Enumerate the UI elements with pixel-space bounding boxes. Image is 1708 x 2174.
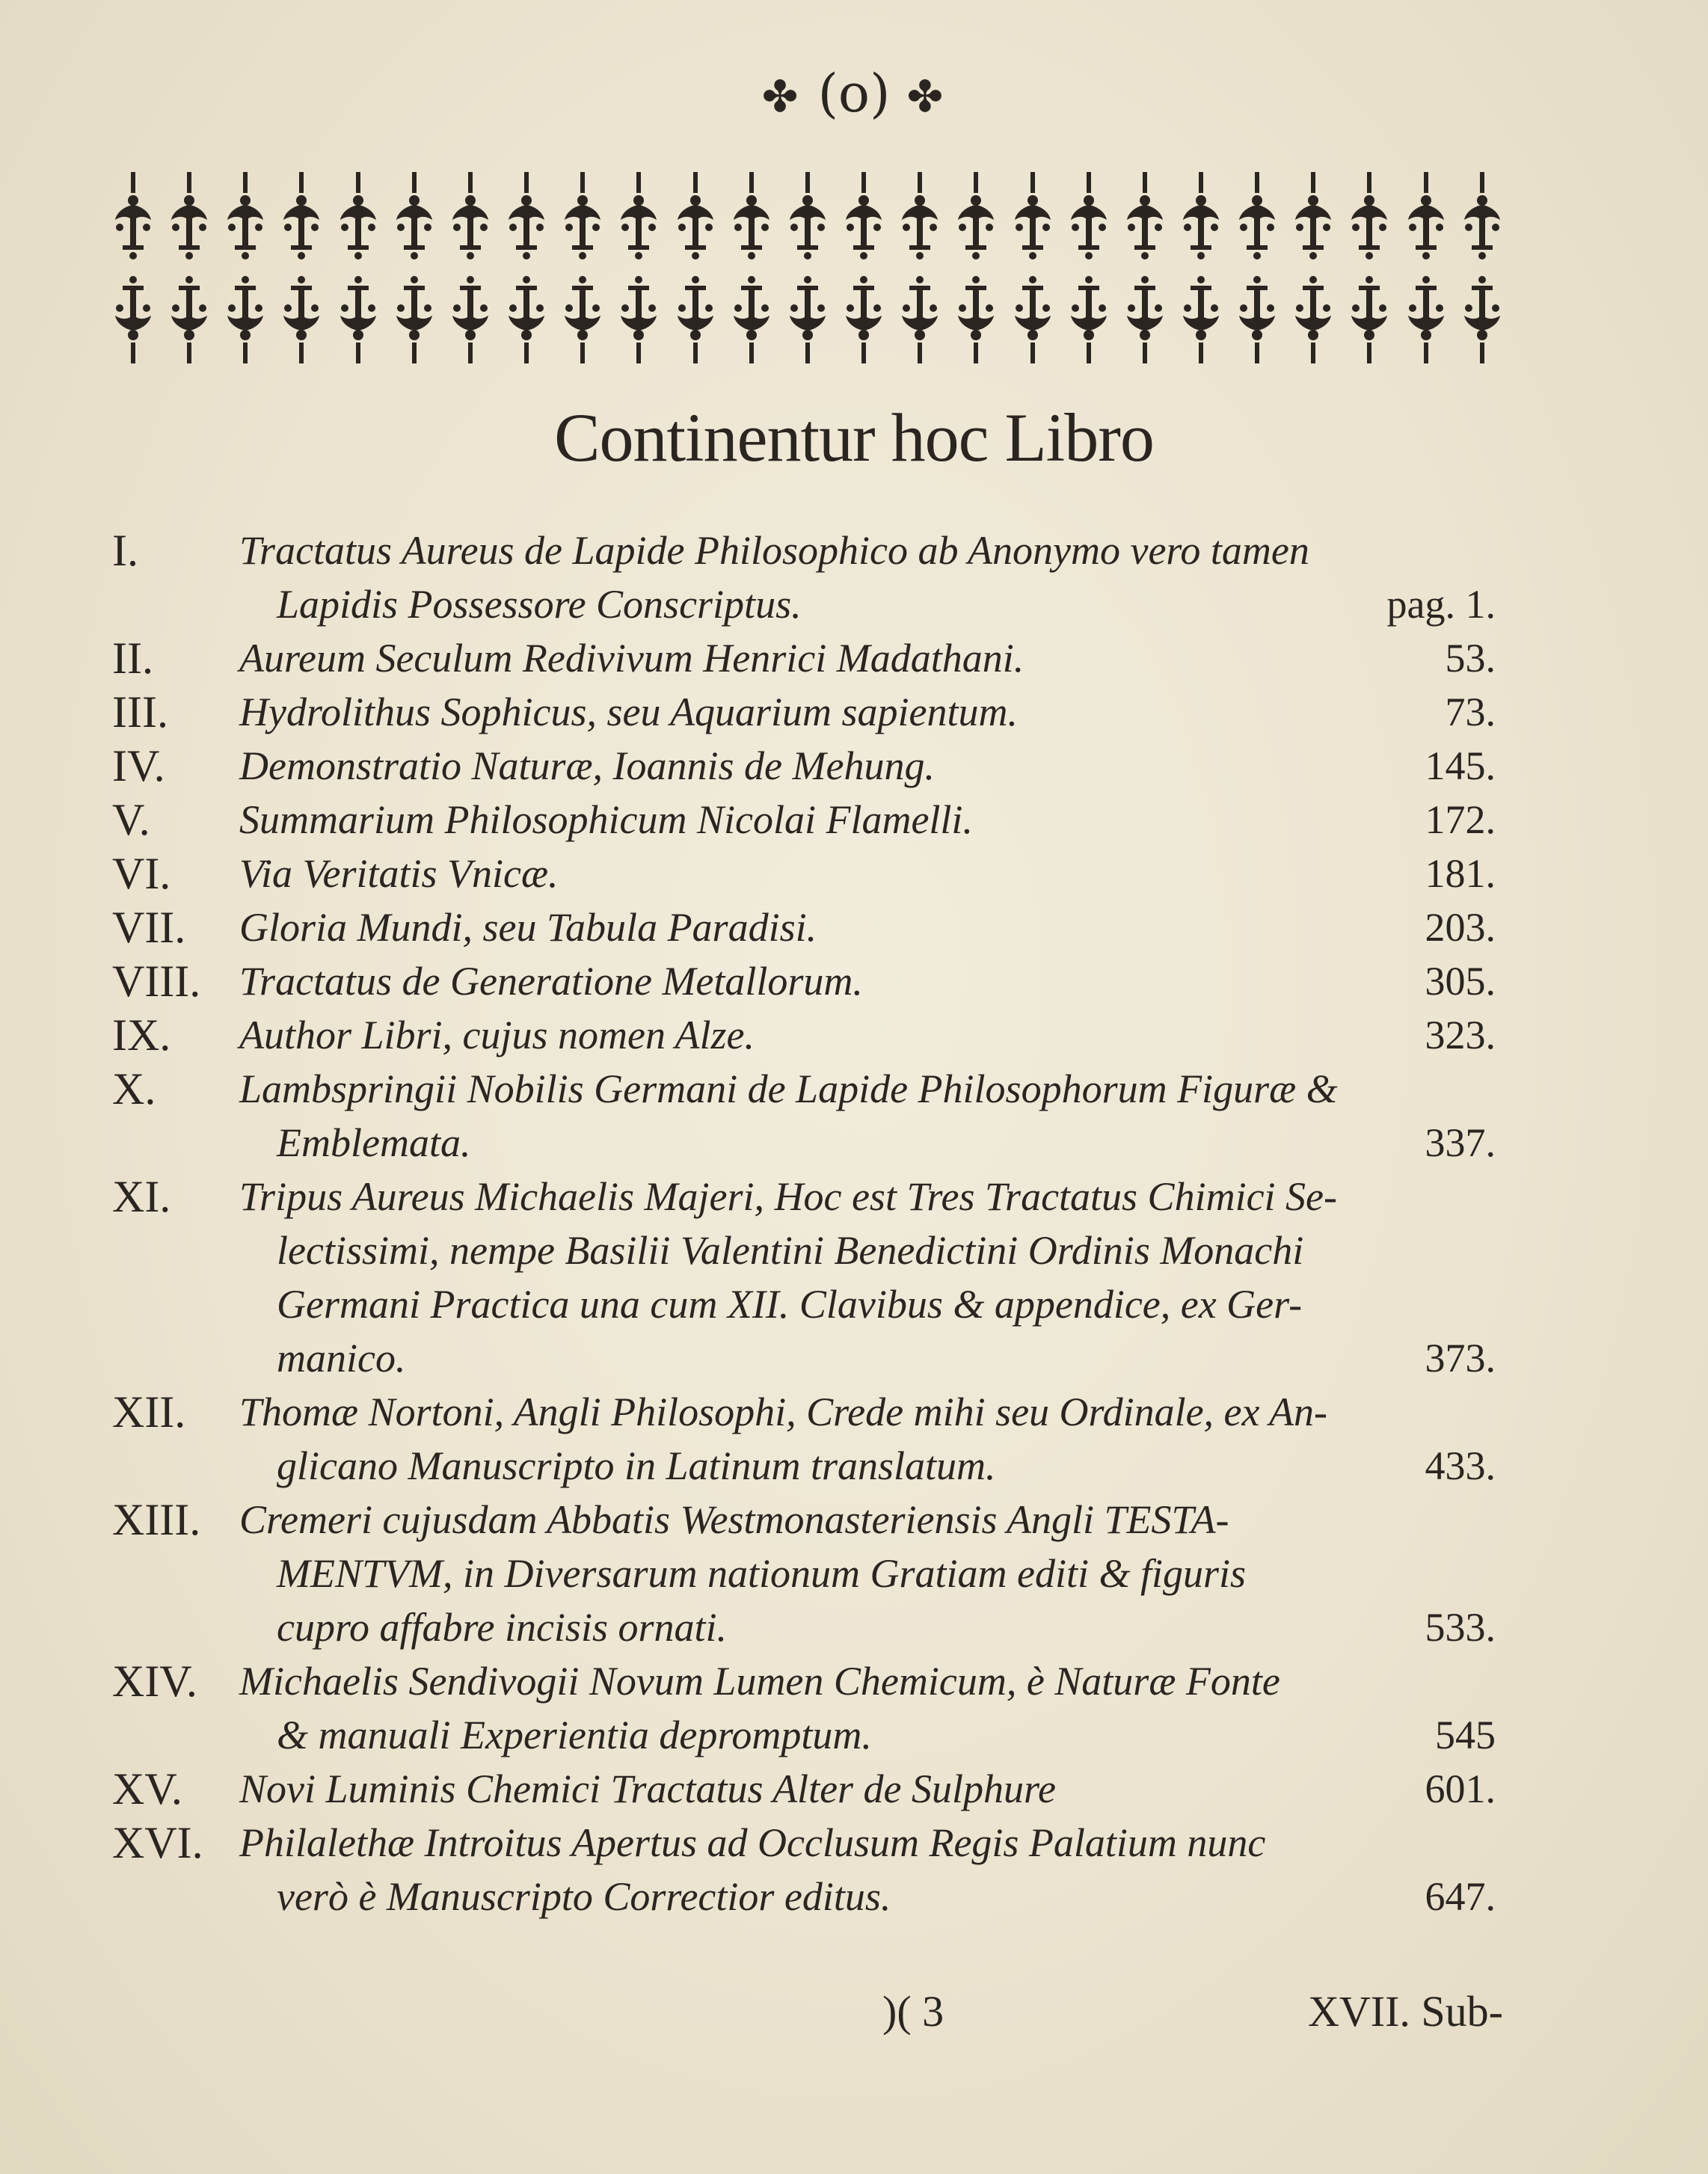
entry-title-text: Aureum Seculum Redivivum Henrici Madathani. — [239, 636, 1025, 681]
entry-title-text: Emblemata. — [277, 1120, 471, 1165]
entry-number: II. — [112, 633, 153, 683]
entry-title-line — [112, 954, 1503, 1008]
entry-title-text: Summarium Philosophicum Nicolai Flamelli. — [239, 797, 973, 842]
entry-title-text: glicano Manuscripto in Latinum translatum. — [277, 1443, 996, 1488]
fleuron-icon — [506, 171, 547, 263]
entry-number: VII. — [112, 903, 186, 952]
entry-title-text: Novi Luminis Chemici Tractatus Alter de Sulphure — [239, 1766, 1056, 1811]
entry-page-number: 601. — [1425, 1766, 1496, 1811]
entry-page-number: pag. 1. — [1386, 582, 1496, 627]
fleuron-icon — [1124, 171, 1166, 263]
fleuron-icon — [675, 275, 716, 368]
page-signature — [0, 60, 1708, 130]
fleuron-icon — [337, 275, 379, 368]
entry-title-line — [112, 1870, 1503, 1923]
entry-title-line — [112, 631, 1503, 685]
fleuron-icon — [1292, 275, 1334, 368]
fleuron-icon — [618, 275, 660, 368]
entry-title-text: verò è Manuscripto Correctior editus. — [277, 1874, 891, 1919]
entry-title-text: Lambspringii Nobilis Germani de Lapide Philosophorum Figuræ & — [239, 1066, 1338, 1111]
entry-title-line — [112, 577, 1503, 631]
entry-page-number: 305. — [1425, 959, 1496, 1004]
toc-entry — [112, 631, 1503, 685]
fleuron-icon — [618, 171, 660, 263]
entry-number: XV. — [112, 1764, 182, 1814]
entry-title-text: Author Libri, cujus nomen Alze. — [239, 1013, 755, 1057]
entry-title-line — [112, 523, 1503, 577]
fleuron-icon — [843, 275, 885, 368]
toc-entry — [112, 954, 1503, 1008]
toc-entry — [112, 1762, 1503, 1816]
table-of-contents — [112, 523, 1503, 1923]
fleuron-icon — [787, 171, 829, 263]
fleuron-icon — [1012, 275, 1054, 368]
fleuron-icon — [224, 171, 266, 263]
entry-title-line — [112, 1008, 1503, 1062]
entry-title-text: MENTVM, in Diversarum nationum Gratiam editi & figuris — [277, 1551, 1246, 1596]
entry-page-number: 647. — [1425, 1874, 1496, 1919]
fleuron-icon — [393, 275, 435, 368]
fleuron-icon — [1405, 171, 1447, 263]
entry-page-number: 533. — [1425, 1605, 1496, 1650]
fleuron-icon — [787, 275, 829, 368]
fleuron-icon — [1124, 275, 1166, 368]
entry-title-line — [112, 1493, 1503, 1547]
entry-title-line — [112, 1223, 1503, 1277]
entry-title-line — [112, 847, 1503, 900]
page-title: Continentur hoc Libro — [554, 399, 1154, 476]
fleuron-icon — [899, 275, 941, 368]
fleuron-icon — [224, 275, 266, 368]
entry-number: IV. — [112, 741, 165, 790]
entry-title-text: Demonstratio Naturæ, Ioannis de Mehung. — [239, 743, 935, 788]
fleuron-icon — [1348, 171, 1390, 263]
entry-page-number: 373. — [1425, 1336, 1496, 1381]
entry-number: III. — [112, 687, 168, 737]
entry-title-text: Germani Practica una cum XII. Clavibus & appendice, ex Ger- — [277, 1282, 1303, 1327]
entry-title-text: Tripus Aureus Michaelis Majeri, Hoc est Tres Tractatus Chimici Se- — [239, 1174, 1337, 1219]
entry-number: VIII. — [112, 957, 201, 1006]
entry-title-text: Philalethæ Introitus Apertus ad Occlusum Regis Palatium nunc — [239, 1820, 1266, 1865]
fleuron-icon — [393, 171, 435, 263]
fleuron-icon — [506, 275, 547, 368]
entry-title-line — [112, 1439, 1503, 1493]
left-ornament-icon: ✤ — [761, 71, 802, 122]
entry-title-line — [112, 1170, 1503, 1223]
catchword: XVII. Sub- — [1308, 1987, 1503, 2036]
entry-page-number: 172. — [1425, 797, 1496, 842]
entry-title-line — [112, 1277, 1503, 1331]
fleuron-icon — [731, 275, 772, 368]
fleuron-icon — [1068, 171, 1110, 263]
entry-page-number: 181. — [1425, 851, 1496, 896]
entry-title-line — [112, 1762, 1503, 1816]
entry-title-text: Tractatus de Generatione Metallorum. — [239, 959, 863, 1004]
entry-title-line — [112, 1547, 1503, 1600]
toc-entry — [112, 739, 1503, 793]
entry-number: XVI. — [112, 1818, 203, 1867]
fleuron-icon — [1461, 275, 1503, 368]
fleuron-icon — [675, 171, 716, 263]
entry-title-text: Hydrolithus Sophicus, seu Aquarium sapientum. — [239, 690, 1018, 734]
toc-entry — [112, 523, 1503, 631]
entry-page-number: 203. — [1425, 905, 1496, 950]
entry-page-number: 145. — [1425, 743, 1496, 788]
toc-entry — [112, 685, 1503, 739]
entry-number: XII. — [112, 1387, 186, 1437]
fleuron-icon — [1405, 275, 1447, 368]
entry-number: XI. — [112, 1172, 171, 1221]
fleuron-icon — [1180, 275, 1222, 368]
toc-entry — [112, 900, 1503, 954]
fleuron-icon — [168, 171, 210, 263]
fleuron-icon — [280, 275, 322, 368]
entry-number: V. — [112, 795, 150, 844]
fleuron-icon — [1068, 275, 1110, 368]
entry-number: X. — [112, 1064, 156, 1114]
entry-number: XIII. — [112, 1495, 201, 1544]
entry-page-number: 433. — [1425, 1443, 1496, 1488]
entry-title-line — [112, 1385, 1503, 1439]
entry-title-line — [112, 1600, 1503, 1654]
toc-entry — [112, 1170, 1503, 1385]
entry-page-number: 323. — [1425, 1013, 1496, 1057]
entry-title-text: cupro affabre incisis ornati. — [277, 1605, 727, 1650]
fleuron-icon — [449, 275, 491, 368]
toc-entry — [112, 847, 1503, 900]
entry-number: VI. — [112, 849, 171, 898]
entry-title-line — [112, 1816, 1503, 1870]
entry-page-number: 53. — [1445, 636, 1496, 681]
entry-title-line — [112, 1062, 1503, 1116]
fleuron-icon — [1012, 171, 1054, 263]
fleuron-icon — [280, 171, 322, 263]
toc-entry — [112, 1654, 1503, 1762]
toc-entry — [112, 793, 1503, 847]
entry-title-text: & manuali Experientia depromptum. — [277, 1713, 872, 1757]
fleuron-icon — [1236, 275, 1278, 368]
entry-title-line — [112, 685, 1503, 739]
ornamental-border-bottom — [112, 273, 1503, 370]
entry-page-number: 337. — [1425, 1120, 1496, 1165]
fleuron-icon — [562, 171, 603, 263]
fleuron-icon — [899, 171, 941, 263]
fleuron-icon — [955, 275, 997, 368]
entry-title-line — [112, 1654, 1503, 1708]
toc-entry — [112, 1816, 1503, 1923]
entry-title-line — [112, 900, 1503, 954]
toc-entry — [112, 1008, 1503, 1062]
entry-number: XIV. — [112, 1656, 197, 1706]
entry-title-line — [112, 1331, 1503, 1385]
entry-title-text: Lapidis Possessore Conscriptus. — [277, 582, 802, 627]
fleuron-icon — [731, 171, 772, 263]
right-ornament-icon: ✤ — [906, 71, 947, 122]
fleuron-icon — [843, 171, 885, 263]
entry-title-text: manico. — [277, 1336, 406, 1381]
toc-entry — [112, 1385, 1503, 1493]
signature-mark: (o) — [817, 63, 891, 124]
entry-title-line — [112, 793, 1503, 847]
toc-entry — [112, 1062, 1503, 1170]
fleuron-icon — [1461, 171, 1503, 263]
fleuron-icon — [449, 171, 491, 263]
ornamental-border-top — [112, 168, 1503, 265]
signature-mark-footer: )( 3 — [882, 1987, 944, 2036]
entry-title-text: Michaelis Sendivogii Novum Lumen Chemicum, è Naturæ Fonte — [239, 1659, 1280, 1704]
page-footer — [112, 1982, 1503, 2049]
entry-title-line — [112, 1708, 1503, 1762]
entry-title-text: Gloria Mundi, seu Tabula Paradisi. — [239, 905, 817, 950]
entry-page-number: 545 — [1435, 1713, 1496, 1757]
fleuron-icon — [955, 171, 997, 263]
entry-title-text: Thomæ Nortoni, Angli Philosophi, Crede mihi seu Ordinale, ex An- — [239, 1390, 1327, 1434]
entry-title-line — [112, 739, 1503, 793]
entry-title-text: Cremeri cujusdam Abbatis Westmonasteriensis Angli TESTA- — [239, 1497, 1229, 1542]
entry-title-text: Via Veritatis Vnicæ. — [239, 851, 559, 896]
fleuron-icon — [1180, 171, 1222, 263]
entry-page-number: 73. — [1445, 690, 1496, 734]
fleuron-icon — [1348, 275, 1390, 368]
fleuron-icon — [1236, 171, 1278, 263]
entry-title-text: lectissimi, nempe Basilii Valentini Benedictini Ordinis Monachi — [277, 1228, 1304, 1273]
toc-entry — [112, 1493, 1503, 1654]
entry-number: I. — [112, 526, 138, 575]
fleuron-icon — [562, 275, 603, 368]
fleuron-icon — [337, 171, 379, 263]
entry-number: IX. — [112, 1010, 171, 1060]
fleuron-icon — [168, 275, 210, 368]
entry-title-line — [112, 1116, 1503, 1170]
fleuron-icon — [1292, 171, 1334, 263]
entry-title-text: Tractatus Aureus de Lapide Philosophico ab Anonymo vero tamen — [239, 528, 1309, 573]
fleuron-icon — [112, 171, 154, 263]
fleuron-icon — [112, 275, 154, 368]
